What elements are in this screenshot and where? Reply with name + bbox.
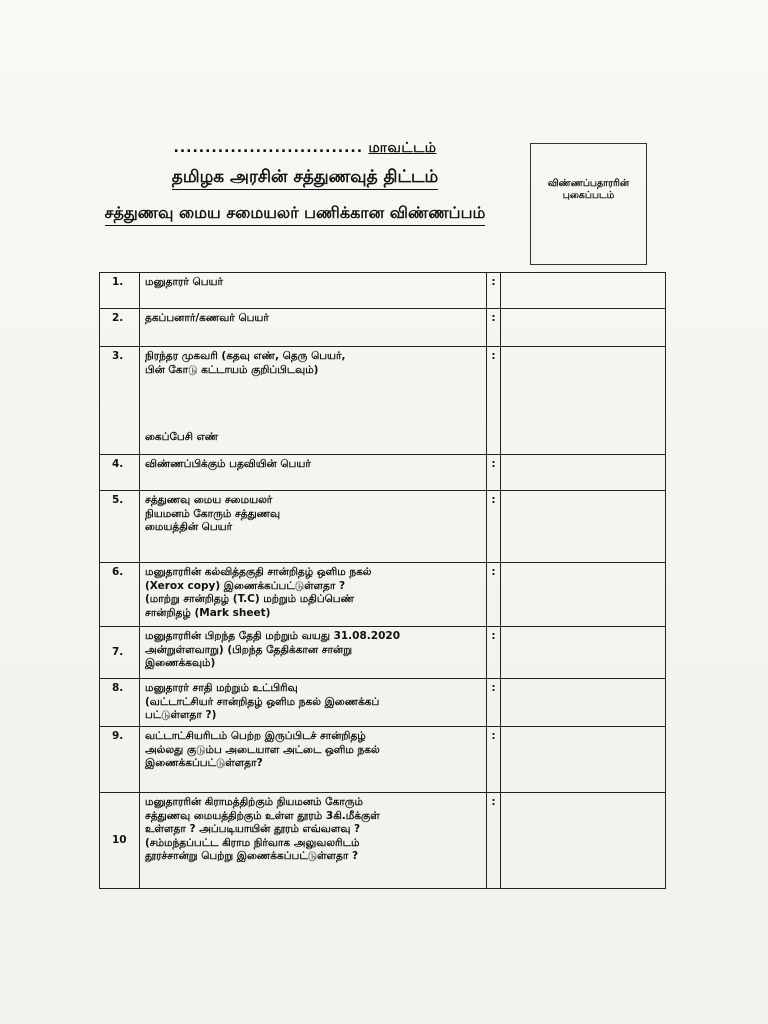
table-row	[100, 347, 666, 455]
question-line: மனுதாரரின் கிராமத்திற்கும் நியமனம் கோரும்	[145, 796, 363, 808]
answer-field[interactable]	[501, 627, 666, 679]
scheme-title-text: தமிழக அரசின் சத்துணவுத் திட்டம்	[172, 167, 438, 190]
row-number: 9.	[100, 727, 140, 793]
row-number: 2.	[100, 309, 140, 347]
application-form-table	[99, 272, 666, 889]
row-question	[140, 627, 487, 679]
row-question	[140, 455, 487, 491]
question-line: மனுதாரரின் கல்வித்தகுதி சான்றிதழ் ஒளிம நகல்	[145, 566, 372, 578]
answer-field[interactable]	[501, 793, 666, 889]
row-colon: :	[487, 727, 501, 793]
question-line: இணைக்கப்பட்டுள்ளதா?	[145, 757, 263, 769]
row-number: 5.	[100, 491, 140, 563]
answer-field[interactable]	[501, 679, 666, 727]
row-colon: :	[487, 563, 501, 627]
row-number: 4.	[100, 455, 140, 491]
row-question	[140, 491, 487, 563]
row-question	[140, 347, 487, 455]
question-line: விண்ணப்பிக்கும் பதவியின் பெயர்	[145, 458, 311, 470]
scheme-title	[70, 167, 540, 189]
question-line: (சம்மந்தப்பட்ட கிராம நிர்வாக அலுவலரிடம்	[145, 836, 360, 849]
question-line: இணைக்கவும்)	[145, 657, 216, 669]
row-question	[140, 273, 487, 309]
row-colon: :	[487, 347, 501, 455]
photo-box-label-2: புகைப்படம்	[562, 190, 615, 201]
answer-field[interactable]	[501, 491, 666, 563]
question-line: சான்றிதழ் (Mark sheet)	[145, 606, 271, 619]
answer-field[interactable]	[501, 563, 666, 627]
row-question	[140, 727, 487, 793]
table-row	[100, 455, 666, 491]
question-line: (வட்டாட்சியர் சான்றிதழ் ஒளிம நகல் இணைக்கப்	[145, 695, 380, 708]
question-line: பட்டுள்ளதா ?)	[145, 709, 217, 721]
question-line: தகப்பனார்/கணவர் பெயர்	[145, 312, 269, 324]
row-number: 1.	[100, 273, 140, 309]
row-colon: :	[487, 491, 501, 563]
table-row	[100, 491, 666, 563]
answer-field[interactable]	[501, 309, 666, 347]
question-line: சத்துணவு மைய சமையலர்	[145, 494, 273, 506]
answer-field[interactable]	[501, 273, 666, 309]
question-line: நிரந்தர முகவரி (கதவு எண், தெரு பெயர்,	[145, 350, 346, 362]
row-question	[140, 309, 487, 347]
district-line	[70, 140, 540, 158]
question-line: உள்ளதா ? அப்படியாயின் தூரம் எவ்வளவு ?	[145, 823, 361, 835]
row-colon: :	[487, 627, 501, 679]
question-line: சத்துணவு மையத்திற்கும் உள்ள தூரம் 3கி.மீக்குள்	[145, 809, 380, 822]
table-row	[100, 727, 666, 793]
table-row	[100, 679, 666, 727]
row-number: 6.	[100, 563, 140, 627]
table-row	[100, 309, 666, 347]
question-line: (Xerox copy) இணைக்கப்பட்டுள்ளதா ?	[145, 579, 346, 592]
question-line: பின் கோடு கட்டாயம் குறிப்பிடவும்)	[145, 363, 319, 376]
question-line: வட்டாட்சியரிடம் பெற்ற இருப்பிடச் சான்றிதழ்	[145, 730, 366, 742]
question-line: அன்றுள்ளவாறு) (பிறந்த தேதிக்கான சான்று	[145, 643, 353, 656]
question-line: அல்லது குடும்ப அடையாள அட்டை ஒளிம நகல்	[145, 743, 380, 756]
question-line: (மாற்று சான்றிதழ் (T.C) மற்றும் மதிப்பெண்	[145, 593, 354, 605]
district-blank: ..............................	[173, 140, 364, 156]
row-question	[140, 793, 487, 889]
row-number: 10	[100, 793, 140, 889]
row-question	[140, 679, 487, 727]
application-title-text: சத்துணவு மைய சமையலர் பணிக்கான விண்ணப்பம்	[105, 203, 486, 226]
question-line: மனுதாரரின் பிறந்த தேதி மற்றும் வயது 31.08.2020	[145, 630, 400, 642]
district-label: மாவட்டம்	[368, 140, 437, 156]
row-colon: :	[487, 455, 501, 491]
row-number: 3.	[100, 347, 140, 455]
row-number: 7.	[100, 627, 140, 679]
table-row	[100, 273, 666, 309]
application-title	[70, 203, 520, 224]
question-line: தூரச்சான்று பெற்று இணைக்கப்பட்டுள்ளதா ?	[145, 850, 359, 862]
answer-field[interactable]	[501, 455, 666, 491]
photo-box-label-1: விண்ணப்பதாரரின்	[547, 178, 630, 189]
question-line: மனுதாரர் சாதி மற்றும் உட்பிரிவு	[145, 682, 298, 694]
row-colon: :	[487, 679, 501, 727]
row-colon: :	[487, 309, 501, 347]
table-row	[100, 793, 666, 889]
row-number: 8.	[100, 679, 140, 727]
table-row	[100, 563, 666, 627]
answer-field[interactable]	[501, 347, 666, 455]
photo-box	[530, 143, 647, 265]
answer-field[interactable]	[501, 727, 666, 793]
table-row	[100, 627, 666, 679]
question-line: கைப்பேசி எண்	[145, 431, 219, 443]
row-colon: :	[487, 793, 501, 889]
question-line: நியமனம் கோரும் சத்துணவு	[145, 507, 281, 520]
row-question	[140, 563, 487, 627]
question-line: மனுதாரர் பெயர்	[145, 276, 223, 288]
question-line: மையத்தின் பெயர்	[145, 521, 233, 533]
row-colon: :	[487, 273, 501, 309]
